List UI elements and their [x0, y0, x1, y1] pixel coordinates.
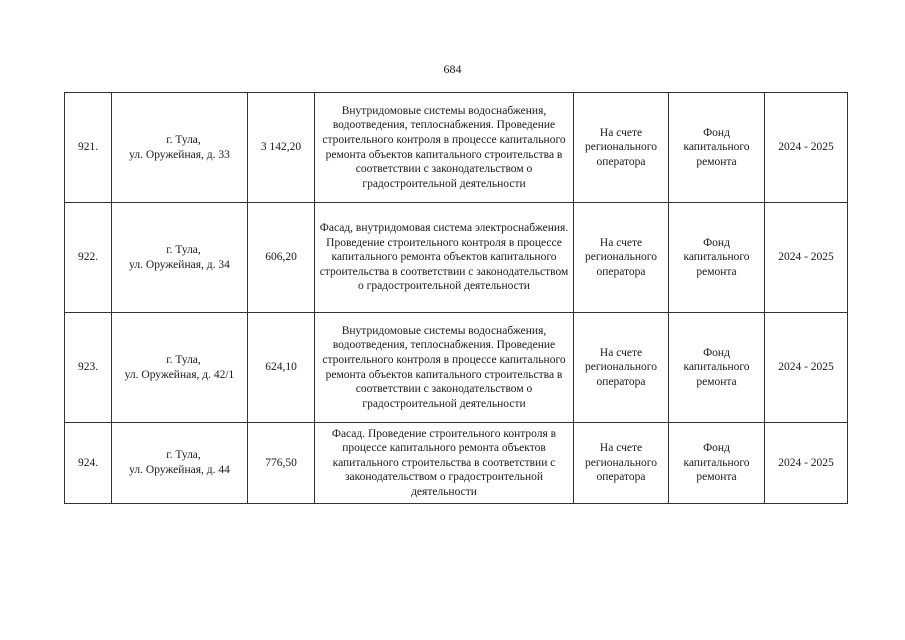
fund-cell: Фонд капитального ремонта — [669, 203, 765, 313]
works-cell: Фасад, внутридомовая система электроснабжения. Проведение строительного контроля в процессе капитального ремонта объектов капитального строительства в соответствии с законодательством о градостроительной деятельности — [315, 203, 574, 313]
account-cell: На счете регионального оператора — [574, 313, 669, 423]
address-city: г. Тула, — [166, 353, 201, 366]
area-cell: 606,20 — [248, 203, 315, 313]
period-cell: 2024 - 2025 — [765, 203, 848, 313]
account-cell: На счете регионального оператора — [574, 203, 669, 313]
row-number: 923. — [65, 313, 112, 423]
table-row — [65, 423, 848, 504]
address-cell — [112, 423, 248, 504]
period-cell: 2024 - 2025 — [765, 93, 848, 203]
table-row — [65, 203, 848, 313]
address-cell — [112, 203, 248, 313]
fund-cell: Фонд капитального ремонта — [669, 93, 765, 203]
page-number: 684 — [443, 62, 462, 76]
address-street: ул. Оружейная, д. 42/1 — [124, 368, 235, 381]
address-city: г. Тула, — [166, 243, 201, 256]
row-number: 921. — [65, 93, 112, 203]
account-cell: На счете регионального оператора — [574, 93, 669, 203]
address-city: г. Тула, — [166, 133, 201, 146]
row-number: 922. — [65, 203, 112, 313]
capital-repair-table — [64, 92, 848, 504]
works-cell: Внутридомовые системы водоснабжения, водоотведения, теплоснабжения. Проведение строительного контроля в процессе капитального ремонта объектов капитального строительства в соответствии с законодательством о градостроительной деятельности — [315, 93, 574, 203]
address-cell — [112, 313, 248, 423]
period-cell: 2024 - 2025 — [765, 423, 848, 504]
address-street: ул. Оружейная, д. 44 — [129, 464, 230, 476]
address-city: г. Тула, — [166, 449, 201, 462]
works-cell: Фасад. Проведение строительного контроля в процессе капитального ремонта объектов капитального строительства в соответствии с законодательством о градостроительной деятельности — [315, 423, 574, 504]
table-row — [65, 93, 848, 203]
table-row — [65, 313, 848, 423]
area-cell: 624,10 — [248, 313, 315, 423]
fund-cell: Фонд капитального ремонта — [669, 423, 765, 504]
row-number: 924. — [65, 423, 112, 504]
period-cell: 2024 - 2025 — [765, 313, 848, 423]
address-cell — [112, 93, 248, 203]
address-street: ул. Оружейная, д. 34 — [129, 258, 230, 271]
address-street: ул. Оружейная, д. 33 — [129, 148, 230, 161]
works-cell: Внутридомовые системы водоснабжения, водоотведения, теплоснабжения. Проведение строительного контроля в процессе капитального ремонта объектов капитального строительства в соответствии с законодательством о градостроительной деятельности — [315, 313, 574, 423]
area-cell: 3 142,20 — [248, 93, 315, 203]
account-cell: На счете регионального оператора — [574, 423, 669, 504]
area-cell: 776,50 — [248, 423, 315, 504]
fund-cell: Фонд капитального ремонта — [669, 313, 765, 423]
